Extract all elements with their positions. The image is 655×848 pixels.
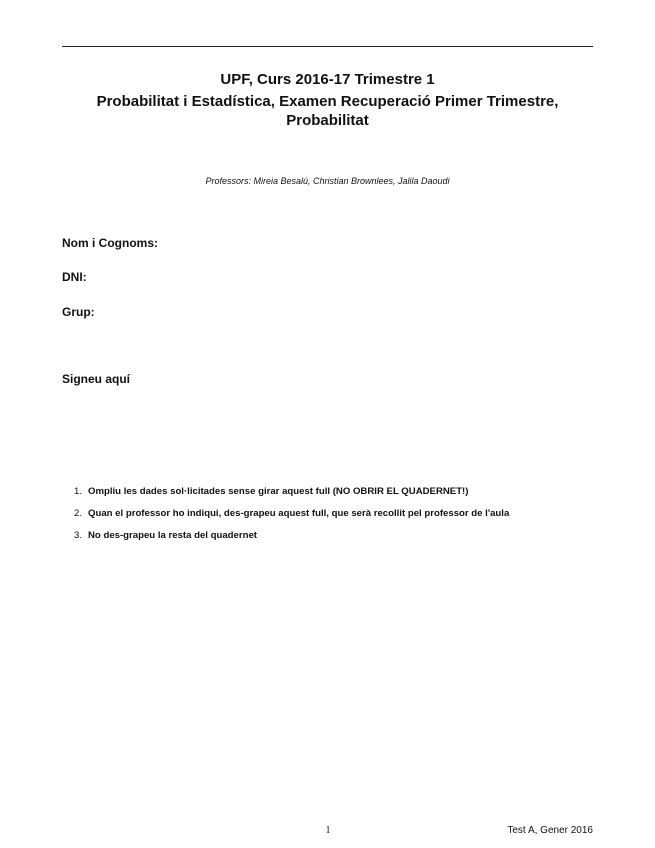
exam-title: [62, 70, 593, 130]
test-version-label: Test A, Gener 2016: [507, 825, 593, 836]
instructions-list: [62, 485, 602, 551]
instruction-number: 1.: [74, 486, 83, 497]
top-rule: [62, 46, 593, 47]
instruction-number: 3.: [74, 530, 83, 541]
instruction-item: [62, 485, 602, 507]
signature-label: Signeu aquí: [62, 372, 131, 386]
instruction-item: [62, 507, 602, 529]
instruction-text: Quan el professor ho indiqui, des-grapeu aquest full, que serà recollit pel professor de l'aula: [88, 508, 510, 519]
name-field-label: Nom i Cognoms:: [62, 236, 158, 250]
professors-line: Professors: Mireia Besalú, Christian Brownlees, Jalila Daoudi: [205, 176, 450, 186]
course-title: UPF, Curs 2016-17 Trimestre 1: [220, 71, 435, 88]
instruction-number: 2.: [74, 508, 83, 519]
dni-field-label: DNI:: [62, 270, 87, 284]
instruction-text: No des-grapeu la resta del quadernet: [88, 530, 258, 541]
group-field-label: Grup:: [62, 305, 95, 319]
instruction-text: Ompliu les dades sol·licitades sense girar aquest full (NO OBRIR EL QUADERNET!): [88, 486, 469, 497]
exam-subtitle: Probabilitat i Estadística, Examen Recuperació Primer Trimestre,: [96, 93, 559, 110]
exam-subtitle-continued: Probabilitat: [286, 112, 369, 129]
instruction-item: [62, 529, 602, 551]
page-number: 1: [325, 825, 331, 836]
